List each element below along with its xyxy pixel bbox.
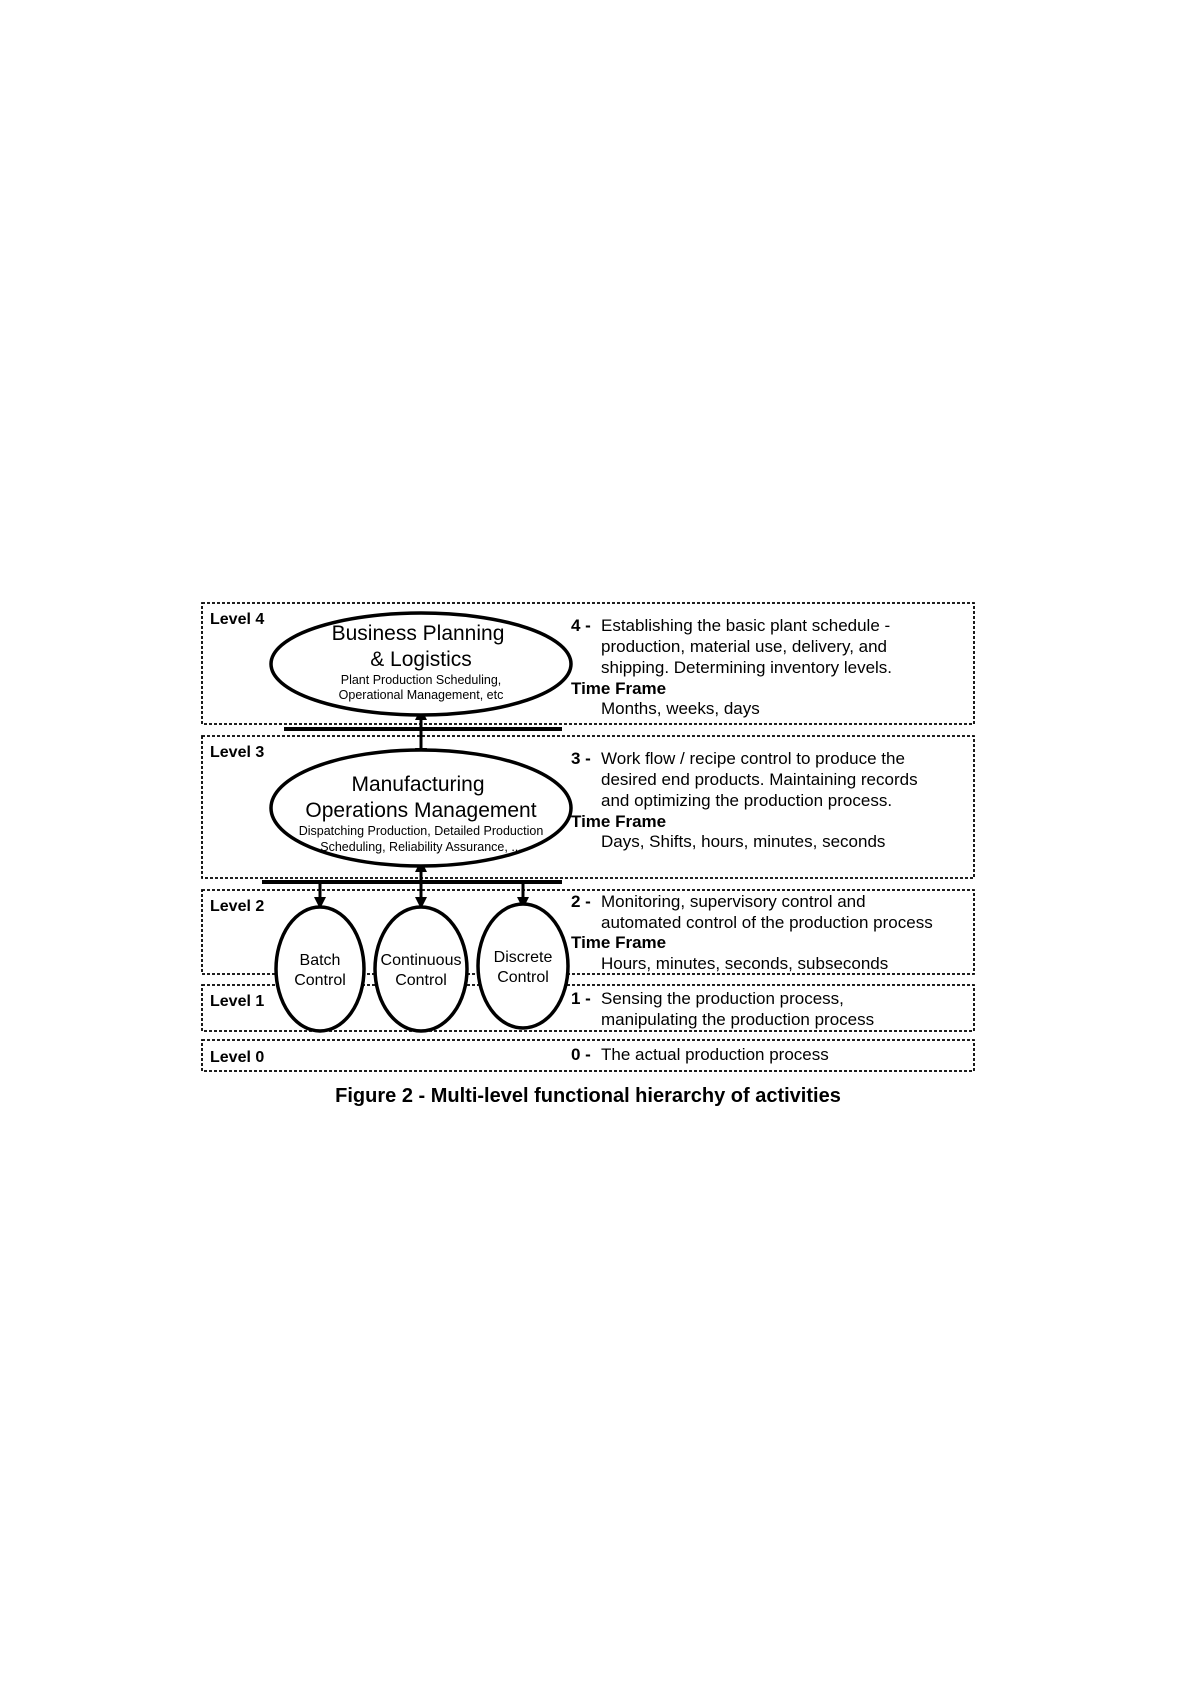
continuous-control-label: Continuous xyxy=(380,952,462,969)
batch-control-node xyxy=(276,907,364,1031)
continuous-control-node xyxy=(375,907,467,1031)
level-4-number: 4 - xyxy=(571,616,591,635)
operations-management-title-2: Operations Management xyxy=(305,799,537,822)
level-2-time-frame-label: Time Frame xyxy=(571,933,667,952)
level-3-label: Level 3 xyxy=(210,744,265,761)
level-3-desc-line: Work flow / recipe control to produce the xyxy=(601,749,905,768)
figure-caption: Figure 2 - Multi-level functional hierarchy of activities xyxy=(335,1085,841,1107)
business-planning-subtitle-2: Operational Management, etc xyxy=(338,688,504,702)
level-3-desc-line: and optimizing the production process. xyxy=(601,791,893,810)
operations-management-title: Manufacturing xyxy=(351,773,485,796)
level-4-desc-line: shipping. Determining inventory levels. xyxy=(601,658,893,677)
level-0-number: 0 - xyxy=(571,1045,591,1064)
operations-management-subtitle: Dispatching Production, Detailed Production xyxy=(298,824,544,838)
level-4-time-frame: Months, weeks, days xyxy=(601,699,760,718)
operations-management-subtitle-2: Scheduling, Reliability Assurance, ... xyxy=(320,840,522,854)
level-0-desc-line: The actual production process xyxy=(601,1045,829,1064)
level-0-label: Level 0 xyxy=(210,1049,265,1066)
discrete-control-node xyxy=(478,904,568,1028)
discrete-control-label: Discrete xyxy=(493,949,553,966)
level-2-number: 2 - xyxy=(571,892,591,911)
level-2-desc-line: Monitoring, supervisory control and xyxy=(601,892,866,911)
level-3-desc-line: desired end products. Maintaining records xyxy=(601,770,918,789)
level-1-desc-line: manipulating the production process xyxy=(601,1010,875,1029)
business-planning-subtitle: Plant Production Scheduling, xyxy=(340,673,502,687)
continuous-control-label-2: Control xyxy=(395,972,447,989)
level-3-time-frame-label: Time Frame xyxy=(571,812,667,831)
business-planning-title: Business Planning xyxy=(331,622,505,645)
batch-control-label-2: Control xyxy=(294,972,346,989)
level-3-time-frame: Days, Shifts, hours, minutes, seconds xyxy=(601,832,886,851)
level-1-label: Level 1 xyxy=(210,993,265,1010)
level-4-label: Level 4 xyxy=(210,611,265,628)
level-1-number: 1 - xyxy=(571,989,591,1008)
level-3-number: 3 - xyxy=(571,749,591,768)
level-4-desc-line: Establishing the basic plant schedule - xyxy=(601,616,891,635)
business-planning-title-2: & Logistics xyxy=(370,648,472,671)
discrete-control-label-2: Control xyxy=(497,969,549,986)
level-4-desc-line: production, material use, delivery, and xyxy=(601,637,888,656)
level-1-desc-line: Sensing the production process, xyxy=(601,989,844,1008)
level-2-label: Level 2 xyxy=(210,898,265,915)
batch-control-label: Batch xyxy=(299,952,341,969)
level-2-time-frame: Hours, minutes, seconds, subseconds xyxy=(601,954,889,973)
level-2-desc-line: automated control of the production process xyxy=(601,913,933,932)
level-4-time-frame-label: Time Frame xyxy=(571,679,667,698)
